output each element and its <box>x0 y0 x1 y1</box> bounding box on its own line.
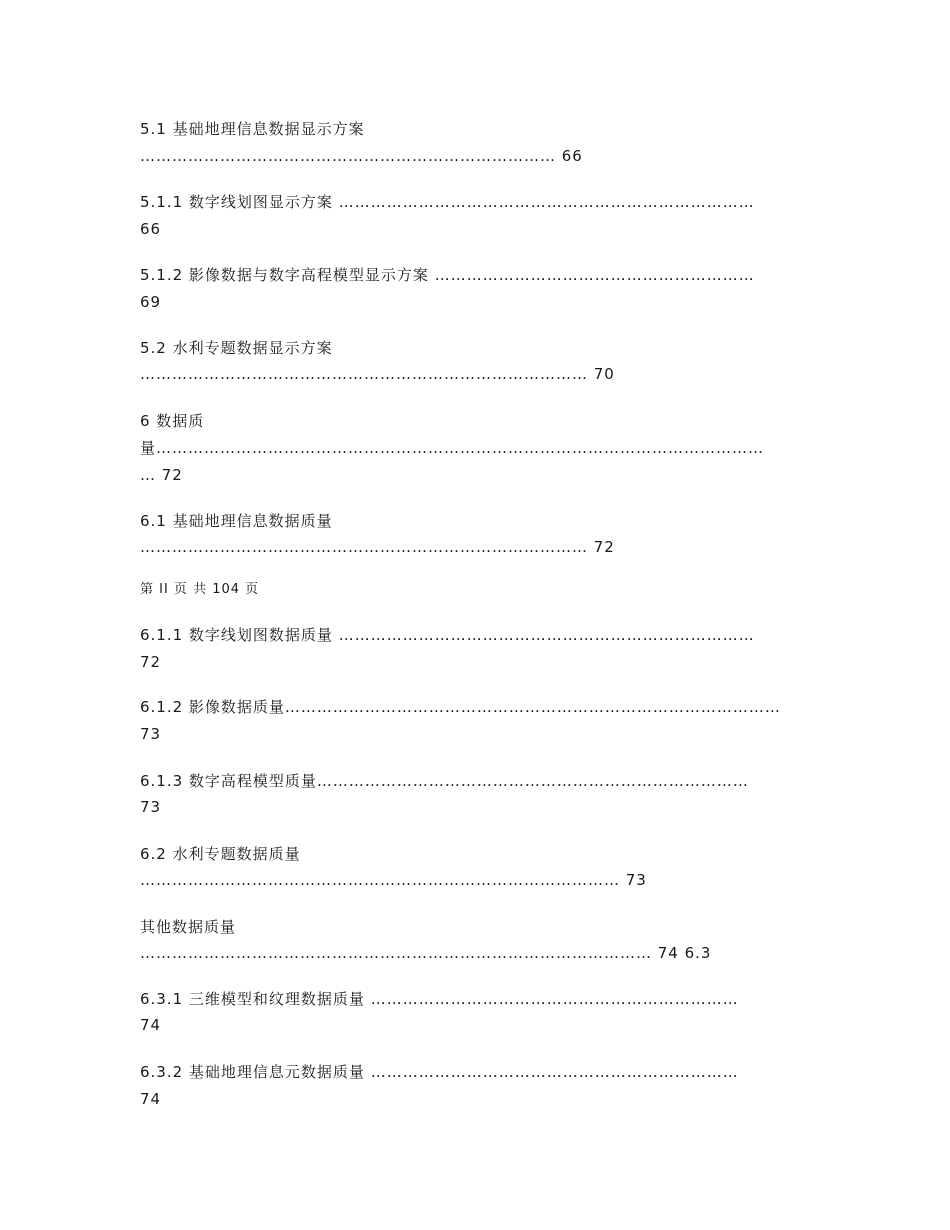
toc-title-5-1-1: 5.1.1 数字线划图显示方案 …………………………………………………………………… <box>140 193 755 211</box>
toc-leader-6-1: ………………………………………………………………………… 72 <box>140 538 615 556</box>
page-footer: 第 II 页 共 104 页 <box>140 582 260 597</box>
toc-title-6-1: 6.1 基础地理信息数据质量 <box>140 512 333 530</box>
toc-title-6-2: 6.2 水利专题数据质量 <box>140 845 301 863</box>
toc-title-5-1-2: 5.1.2 影像数据与数字高程模型显示方案 …………………………………………………… <box>140 266 755 284</box>
toc-title-6-3-2: 6.3.2 基础地理信息元数据质量 …………………………………………………………… <box>140 1063 739 1081</box>
toc-title-6-1-2: 6.1.2 影像数据质量………………………………………………………………………………… <box>140 698 781 716</box>
toc-page-6: … 72 <box>140 466 183 484</box>
toc-page-6-3-2: 74 <box>140 1090 162 1108</box>
toc-page-6-1-2: 73 <box>140 725 162 743</box>
toc-title-6-1-3: 6.1.3 数字高程模型质量……………………………………………………………………… <box>140 772 749 790</box>
toc-leader-5-1: …………………………………………………………………… 66 <box>140 147 583 165</box>
toc-page-5-1-2: 69 <box>140 293 162 311</box>
toc-title-6-3-1: 6.3.1 三维模型和纹理数据质量 …………………………………………………………… <box>140 990 739 1008</box>
toc-title-other: 其他数据质量 <box>140 918 237 936</box>
toc-page-5-1-1: 66 <box>140 220 162 238</box>
toc-leader-6-2: ……………………………………………………………………………… 73 <box>140 871 647 889</box>
toc-title-6-1-1: 6.1.1 数字线划图数据质量 …………………………………………………………………… <box>140 626 755 644</box>
toc-page-6-3-1: 74 <box>140 1016 162 1034</box>
toc-title-5-2: 5.2 水利专题数据显示方案 <box>140 339 333 357</box>
toc-page-6-1-1: 72 <box>140 653 162 671</box>
toc-title-5-1: 5.1 基础地理信息数据显示方案 <box>140 120 365 138</box>
toc-page-6-1-3: 73 <box>140 798 162 816</box>
toc-leader-other: …………………………………………………………………………………… 74 6.3 <box>140 944 712 962</box>
toc-leader-5-2: ………………………………………………………………………… 70 <box>140 365 615 383</box>
toc-title-6: 6 数据质 <box>140 412 205 430</box>
toc-leader-6: 量…………………………………………………………………………………………………… <box>140 439 765 457</box>
